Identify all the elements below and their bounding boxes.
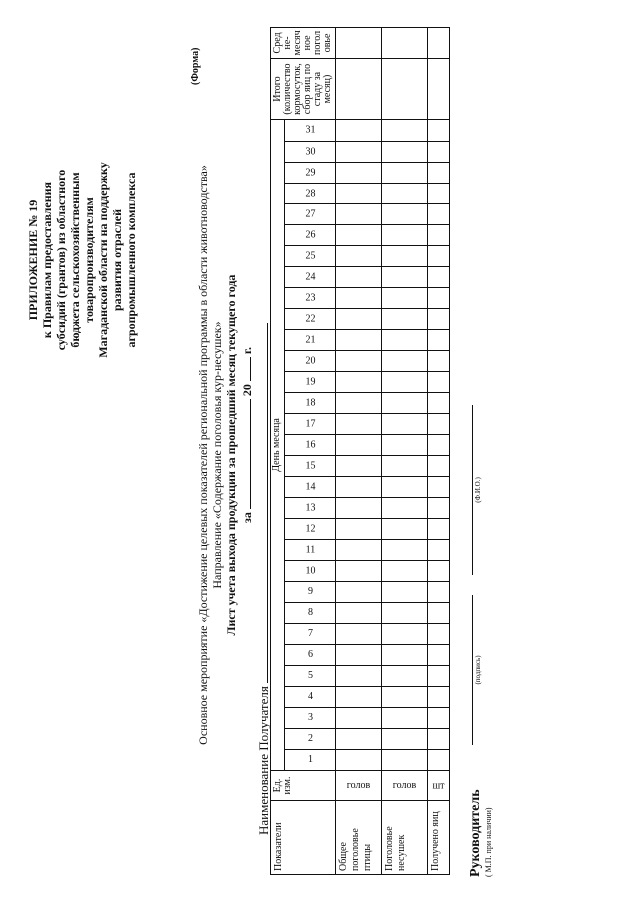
day-number-row <box>285 28 336 875</box>
fio-field[interactable]: (Ф.И.О.) <box>472 405 482 575</box>
day-number: 29 <box>285 162 336 183</box>
day-number: 4 <box>285 686 336 707</box>
head-label: Руководитель <box>468 789 483 877</box>
day-number: 3 <box>285 707 336 728</box>
direction-text: Направление «Содержание поголовья кур-несушек» <box>210 321 224 589</box>
day-number: 19 <box>285 372 336 393</box>
row-label: Получено яиц <box>428 801 450 875</box>
table-row <box>336 28 382 875</box>
header-line: бюджета сельскохозяйственным <box>68 172 82 348</box>
period-line <box>240 155 255 715</box>
day-number: 2 <box>285 728 336 749</box>
header-line: к Правилам предоставления <box>40 181 54 339</box>
form-label: (Форма) <box>190 47 201 85</box>
signature-field[interactable]: (подпись) <box>472 595 482 745</box>
day-number: 12 <box>285 519 336 540</box>
day-number: 23 <box>285 288 336 309</box>
day-number: 20 <box>285 351 336 372</box>
appendix-header <box>26 25 138 495</box>
header-line: агропромышленного комплекса <box>124 172 138 348</box>
row-label: Поголовье несушек <box>382 801 428 875</box>
header-line: Магаданской области на поддержку <box>96 162 110 358</box>
table-row <box>382 28 428 875</box>
day-number: 8 <box>285 602 336 623</box>
header-day-of-month: День месяца <box>271 120 285 770</box>
day-number: 6 <box>285 644 336 665</box>
day-number: 26 <box>285 225 336 246</box>
production-table <box>270 27 450 875</box>
day-number: 22 <box>285 309 336 330</box>
day-number: 31 <box>285 120 336 141</box>
day-number: 30 <box>285 141 336 162</box>
day-number: 9 <box>285 581 336 602</box>
day-number: 21 <box>285 330 336 351</box>
period-prefix: за <box>240 512 254 523</box>
sheet-title: Лист учета выхода продукции за прошедший месяц текущего года <box>224 274 238 636</box>
day-number: 24 <box>285 267 336 288</box>
day-number: 1 <box>285 749 336 770</box>
header-unit: Ед. изм. <box>271 770 336 801</box>
day-number: 13 <box>285 498 336 519</box>
day-number: 27 <box>285 204 336 225</box>
recipient-field[interactable] <box>256 323 268 683</box>
day-number: 15 <box>285 456 336 477</box>
day-number: 17 <box>285 414 336 435</box>
header-line: развития отраслей <box>110 208 124 312</box>
row-unit: голов <box>336 770 382 801</box>
header-line: субсидий (грантов) из областного <box>54 169 68 351</box>
header-average: Сред не- месяч ное погол овье <box>271 28 336 59</box>
day-number: 28 <box>285 183 336 204</box>
header-indicators: Показатели <box>271 801 336 875</box>
day-number: 14 <box>285 477 336 498</box>
row-unit: голов <box>382 770 428 801</box>
day-number: 11 <box>285 540 336 561</box>
day-number: 16 <box>285 435 336 456</box>
header-total: Итого (количество кормосуток, сбор яиц по стаду за месяц) <box>271 58 336 119</box>
period-year: 20 <box>240 384 254 397</box>
appendix-title: ПРИЛОЖЕНИЕ № 19 <box>26 199 40 321</box>
day-number: 25 <box>285 246 336 267</box>
recipient-label: Наименование Получателя <box>256 686 271 835</box>
period-suffix: г. <box>240 347 254 355</box>
table-row <box>428 28 450 875</box>
title-block <box>196 85 238 825</box>
day-number: 18 <box>285 393 336 414</box>
stamp-note: ( М.П. при наличии) <box>484 807 493 877</box>
row-unit: шт <box>428 770 450 801</box>
day-number: 7 <box>285 623 336 644</box>
day-number: 10 <box>285 560 336 581</box>
header-line: товаропроизводителям <box>82 197 96 323</box>
row-label: Общее поголовье птицы <box>336 801 382 875</box>
day-number: 5 <box>285 665 336 686</box>
activity-text: Основное мероприятие «Достижение целевых показателей региональной программы в области животноводства» <box>196 165 210 745</box>
